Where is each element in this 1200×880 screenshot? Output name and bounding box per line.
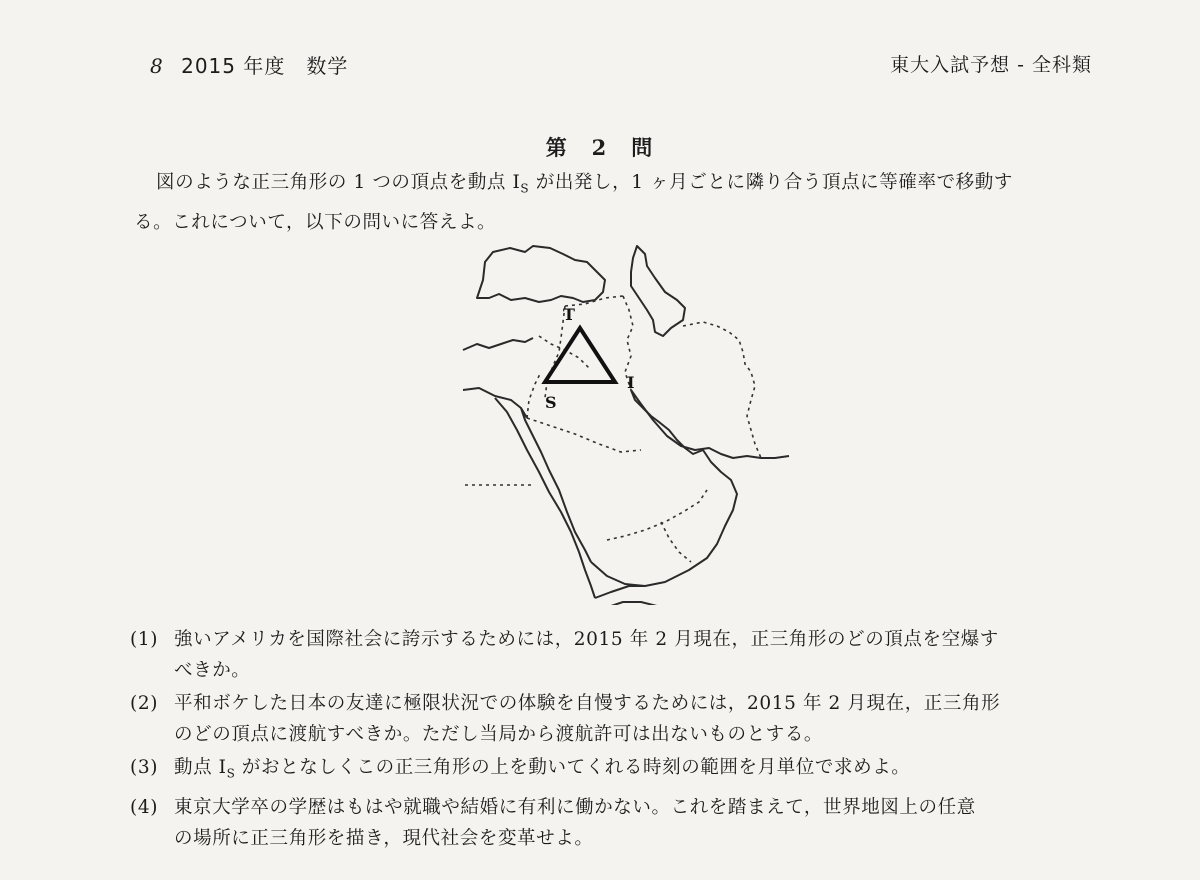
exam-year-subject: 2015 年度 数学	[181, 54, 349, 78]
page-number: 8	[150, 54, 164, 78]
question-item	[130, 752, 1120, 790]
border-saudi-north	[527, 418, 641, 452]
question-text: 強いアメリカを国際社会に誇示するためには，2015 年 2 月現在，正三角形のどの頂点を空爆す べきか。	[174, 629, 999, 681]
border-jordan	[527, 372, 541, 418]
problem-intro	[134, 166, 1119, 239]
question-text: 東京大学卒の学歴はもはや就職や結婚に有利に働かない。これを踏まえて，世界地図上の任意 の場所に正三角形を描き，現代社会を変革せよ。	[174, 796, 976, 849]
map-figure	[455, 240, 795, 605]
turkey-coast	[477, 246, 605, 302]
iran-coast	[631, 390, 789, 458]
red-sea-west	[495, 398, 595, 598]
vertex-label-i: I	[627, 373, 635, 392]
question-number: (3)	[130, 757, 159, 778]
arabia-coast	[591, 390, 737, 586]
intro-line-1: 図のような正三角形の 1 つの頂点を動点 $I_S$ が出発し，1 ヶ月ごとに隣り合う頂点に等確率で移動す	[156, 172, 1013, 196]
question-item	[130, 688, 1120, 750]
intro-line-2: る。これについて，以下の問いに答えよ。	[134, 211, 497, 233]
question-number: (4)	[130, 796, 159, 818]
vertex-label-s: S	[545, 393, 557, 412]
equilateral-triangle	[545, 328, 615, 382]
border-iran-afghan	[683, 322, 761, 458]
question-text: 動点 $I_S$ がおとなしくこの正三角形の上を動いてくれる時刻の範囲を月単位で求めよ。	[174, 757, 911, 781]
border-syria-iraq	[545, 306, 565, 398]
question-text: 平和ボケした日本の友達に極限状況での体験を自慢するためには，2015 年 2 月現在，正三角形 のどの頂点に渡航すべきか。ただし当局から渡航許可は出ないものとする。	[174, 693, 1001, 745]
problem-title: 第 2 問	[545, 135, 655, 160]
question-number: (2)	[130, 693, 159, 714]
question-number: (1)	[130, 629, 159, 650]
middle-east-map	[455, 240, 795, 605]
border-saudi-south	[607, 490, 707, 540]
caspian-sea	[631, 246, 685, 336]
yemen-coast	[595, 586, 645, 598]
africa-coast	[605, 602, 657, 605]
page-header-left	[150, 50, 348, 79]
question-item	[130, 792, 1120, 854]
page-header-right: 東大入試予想 - 全科類	[890, 54, 1092, 76]
question-item	[130, 624, 1120, 686]
vertex-label-t: T	[563, 305, 575, 324]
border-oman-yemen	[661, 522, 691, 562]
questions-list	[130, 624, 1120, 856]
